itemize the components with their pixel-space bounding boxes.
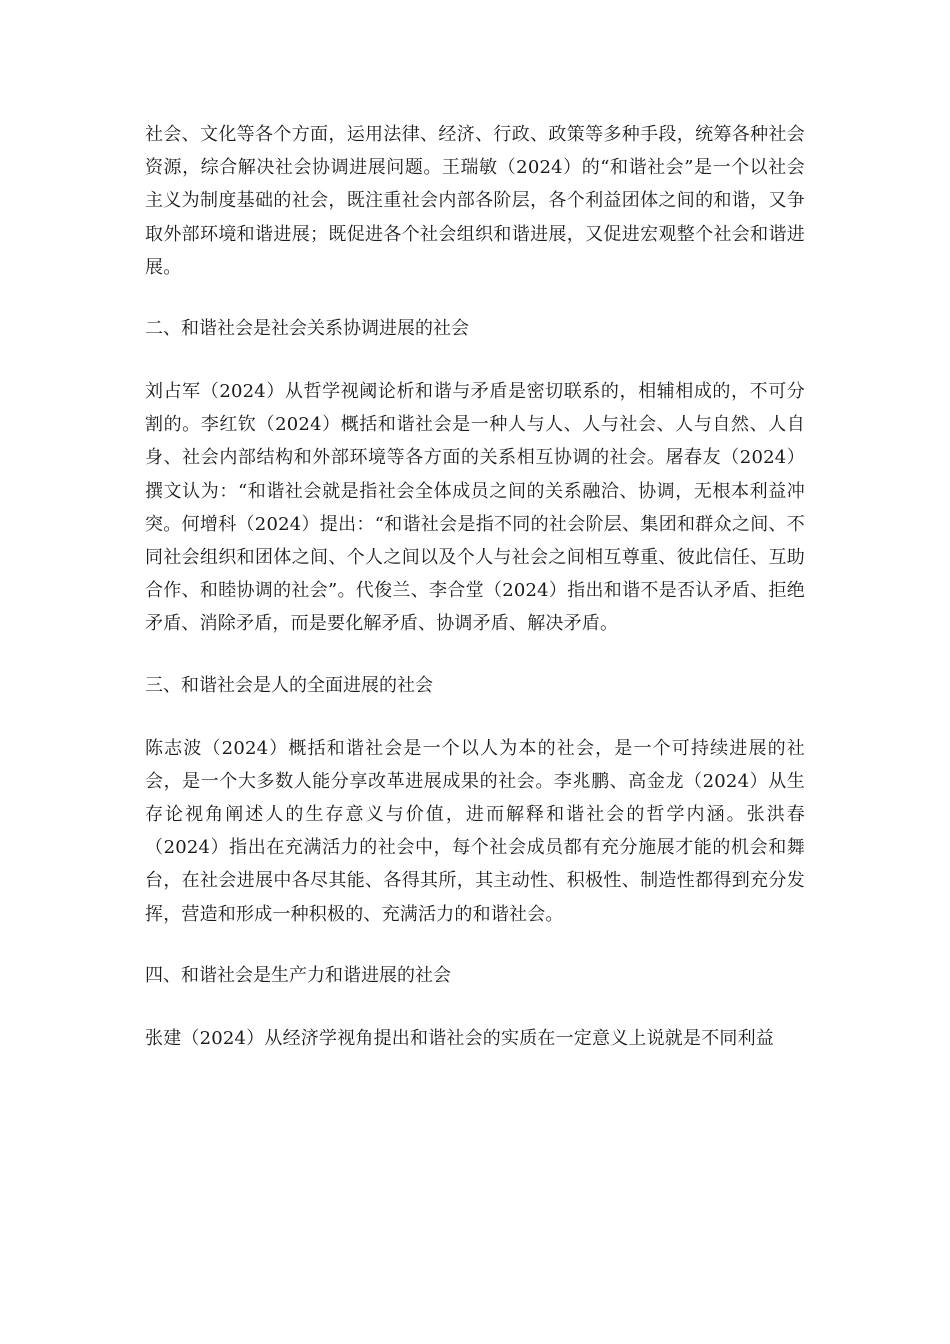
section-heading-2: 二、和谐社会是社会关系协调进展的社会	[145, 318, 469, 340]
paragraph-section-2: 刘占军（2024）从哲学视阈论析和谐与矛盾是密切联系的，相辅相成的，不可分割的。李红钦（2024）概括和谐社会是一种人与人、人与社会、人与自然、人自身、社会内部结构和外部环境等各方面的关系相互协调的社会。屠春友（2024）撰文认为：“和谐社会就是指社会全体成员之间的关系融洽、协调，无根本利益冲突。何增科（2024）提出：“和谐社会是指不同的社会阶层、集团和群众之间、不同社会组织和团体之间、个人之间以及个人与社会之间相互尊重、彼此信任、互助合作、和睦协调的社会”。代俊兰、李合堂（2024）指出和谐不是否认矛盾、拒绝矛盾、消除矛盾，而是要化解矛盾、协调矛盾、解决矛盾。	[145, 381, 805, 635]
paragraph-section-3: 陈志波（2024）概括和谐社会是一个以人为本的社会，是一个可持续进展的社会，是一个大多数人能分享改革进展成果的社会。李兆鹏、高金龙（2024）从生存论视角阐述人的生存意义与价值，进而解释和谐社会的哲学内涵。张洪春（2024）指出在充满活力的社会中，每个社会成员都有充分施展才能的机会和舞台，在社会进展中各尽其能、各得其所，其主动性、积极性、制造性都得到充分发挥，营造和形成一种积极的、充满活力的和谐社会。	[145, 737, 805, 925]
paragraph-intro: 社会、文化等各个方面，运用法律、经济、行政、政策等多种手段，统筹各种社会资源，综合解决社会协调进展问题。王瑞敏（2024）的“和谐社会”是一个以社会主义为制度基础的社会，既注重社会内部各阶层，各个利益团体之间的和谐，又争取外部环境和谐进展；既促进各个社会组织和谐进展，又促进宏观整个社会和谐进展。	[145, 124, 805, 278]
document-page	[145, 118, 805, 1055]
section-heading-4: 四、和谐社会是生产力和谐进展的社会	[145, 964, 451, 986]
section-heading-3: 三、和谐社会是人的全面进展的社会	[145, 674, 433, 696]
paragraph-section-4: 张建（2024）从经济学视角提出和谐社会的实质在一定意义上说就是不同利益	[145, 1027, 775, 1049]
